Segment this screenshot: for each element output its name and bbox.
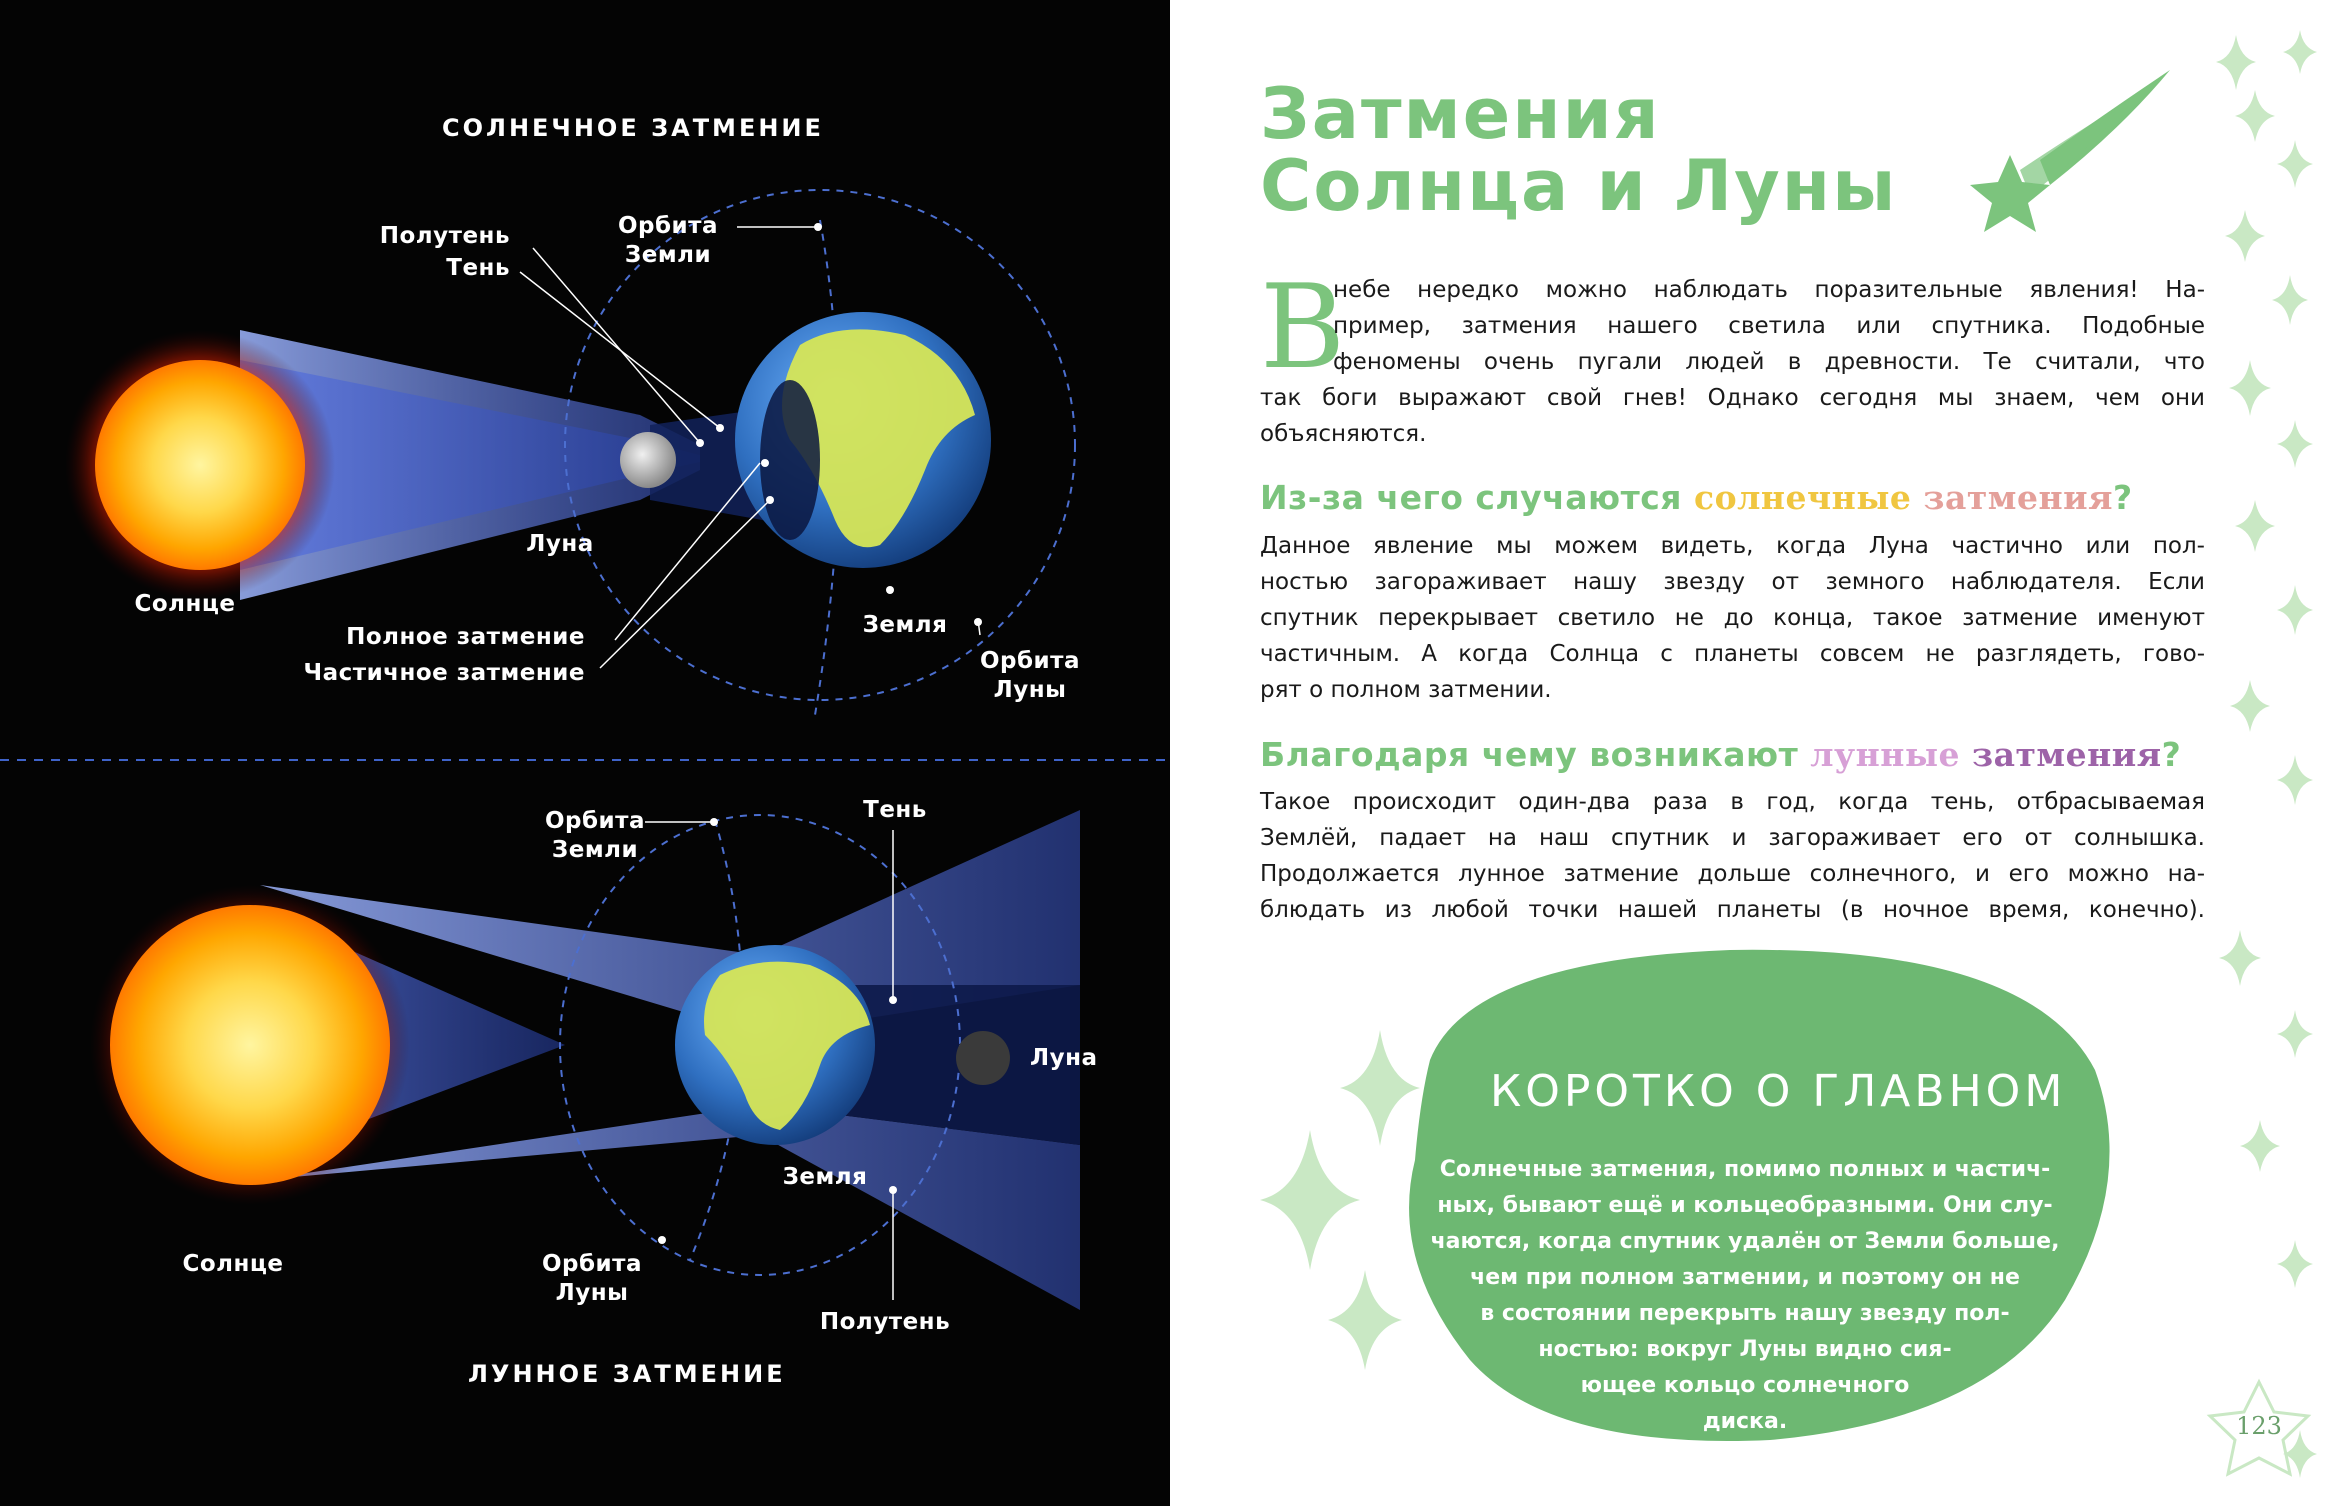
sparkle-icon [1260,1130,1360,1270]
sparkle-icon [2230,680,2270,732]
label-penumbra-lunar: Полутень [819,1309,951,1335]
lunar-dot-moon-orbit [658,1236,666,1244]
intro-line: феномены очень пугали людей в древности. Те считали, что [1333,349,2205,375]
solar-section-title: СОЛНЕЧНОЕ ЗАТМЕНИЕ [442,114,824,142]
sparkle-icon [2277,755,2313,805]
intro-paragraph [1333,272,2205,380]
comet-tail-icon-2 [2020,100,2130,195]
sparkle-icon [1328,1270,1402,1370]
sparkle-icon [2277,1240,2313,1288]
label-sun-lunar: Солнце [182,1251,284,1277]
label-earth-orbit-lunar-1: Орбита [544,808,646,834]
heading-solar-suffix: ? [2112,478,2133,517]
solar-dot-partial [766,496,774,504]
sparkle-icon [2235,90,2275,142]
intro-line: объясняются. [1260,421,1427,447]
page-title-line-1: Затмения [1260,73,1661,155]
label-earth-orbit-solar-1: Орбита [617,213,719,239]
solar-dot-earth [886,586,894,594]
label-moon-solar: Луна [526,531,594,557]
sparkle-icon [2272,275,2308,325]
summary-line: чаются, когда спутник удалён от Земли больше, [1430,1229,2060,1254]
label-earth-lunar: Земля [782,1164,868,1190]
heading-lunar-eclipse [1260,735,2181,774]
label-umbra-lunar: Тень [863,797,927,823]
sparkle-icon [2219,930,2261,986]
intro-line: небе нередко можно наблюдать поразительные явления! На- [1333,277,2205,303]
label-total-eclipse: Полное затмение [346,624,585,650]
solar-para-line: Данное явление мы можем видеть, когда Луна частично или пол- [1260,533,2205,559]
solar-para-line: частичным. А когда Солнца с планеты совсем не разглядеть, гово- [1260,641,2205,667]
solar-para-line: рят о полном затмении. [1260,677,1552,703]
solar-dot-total [761,459,769,467]
sparkle-icon [2277,1010,2313,1058]
lunar-paragraph [1260,784,2205,928]
sparkle-icon [2277,140,2313,188]
lunar-section-title: ЛУННОЕ ЗАТМЕНИЕ [468,1360,786,1388]
page-title [1260,73,1898,227]
label-penumbra-solar: Полутень [379,223,510,249]
solar-moon [620,432,676,488]
sparkle-icon [2235,500,2275,552]
intro-paragraph-cont [1260,380,2205,452]
label-earth-solar: Земля [862,612,948,638]
lunar-sun [110,905,390,1185]
summary-line: ностью: вокруг Луны видно сия- [1538,1337,1952,1362]
solar-paragraph [1260,528,2205,708]
heading-solar-word2: затмения [1923,478,2113,517]
solar-earth-shadow-spot [760,380,820,540]
label-moon-orbit-lunar-1: Орбита [541,1251,643,1277]
summary-line: ющее кольцо солнечного [1580,1373,1910,1398]
summary-text [1425,1152,2065,1440]
sparkle-icon [2240,1120,2280,1172]
solar-dot-penumbra [696,439,704,447]
intro-line: так боги выражают свой гнев! Однако сегодня мы знаем, чем они [1260,385,2205,411]
lunar-para-line: Такое происходит один-два раза в год, когда тень, отбрасываемая [1260,789,2205,815]
sparkle-icon [2216,35,2256,90]
sparkle-icon [2277,420,2313,468]
sparkle-icon [2229,360,2271,416]
label-moon-orbit-solar-2: Луны [993,677,1067,703]
summary-line: чем при полном затмении, и поэтому он не [1470,1265,2020,1290]
lunar-moon [956,1031,1010,1085]
lunar-para-line: Продолжается лунное затмение дольше солнечного, и его можно на- [1260,861,2205,887]
label-moon-orbit-solar-1: Орбита [979,648,1081,674]
heading-solar-word1: солнечные [1693,478,1912,517]
heading-solar-eclipse [1260,478,2133,517]
solar-para-line: ностью загораживает нашу звезду от земного наблюдателя. Если [1260,569,2205,595]
label-moon-lunar: Луна [1030,1045,1098,1071]
lunar-dot-umbra [889,996,897,1004]
sparkle-icon [2277,585,2313,635]
label-umbra-solar: Тень [446,255,510,281]
label-earth-orbit-solar-2: Земли [624,242,712,268]
lunar-para-line: Землёй, падает на наш спутник и загораживает его от солнышка. [1260,825,2205,851]
heading-lunar-word1: лунные [1810,735,1961,774]
label-partial-eclipse: Частичное затмение [303,660,585,686]
summary-line: в состоянии перекрыть нашу звезду пол- [1480,1301,2010,1326]
intro-line: пример, затмения нашего светила или спутника. Подобные [1333,313,2205,339]
solar-dot-orbit-earth [814,223,822,231]
lunar-penumbra-beam-bottom [260,1105,1080,1310]
summary-title: КОРОТКО О ГЛАВНОМ [1490,1066,2067,1117]
lunar-dot-orbit-earth [710,818,718,826]
sparkle-icon [1340,1030,1420,1146]
summary-line: ных, бывают ещё и кольцеобразными. Они слу- [1437,1193,2053,1218]
summary-line: диска. [1702,1409,1788,1434]
solar-sun [95,360,305,570]
lunar-eclipse-diagram [90,810,1080,1310]
sparkle-icon [2225,210,2265,262]
label-earth-orbit-lunar-2: Земли [551,837,639,863]
sparkle-icon [2283,30,2317,74]
lunar-dot-penumbra [889,1186,897,1194]
heading-lunar-suffix: ? [2161,735,2182,774]
heading-solar-prefix: Из-за чего случаются [1260,478,1694,517]
label-sun-solar: Солнце [134,591,236,617]
heading-lunar-word2: затмения [1972,735,2162,774]
solar-para-line: спутник перекрывает светило не до конца, такое затмение именуют [1260,605,2205,631]
label-moon-orbit-lunar-2: Луны [555,1280,629,1306]
solar-dot-moon-orbit [974,618,982,626]
page-number: 123 [2236,1412,2282,1440]
intro-dropcap: В [1260,260,1346,395]
right-page-text [1170,0,2327,1506]
lunar-para-line: блюдать из любой точки нашей планеты (в ночное время, конечно). [1260,897,2205,923]
page-title-line-2: Солнца и Луны [1260,145,1898,227]
heading-lunar-prefix: Благодаря чему возникают [1260,735,1811,774]
summary-line: Солнечные затмения, помимо полных и частич- [1439,1157,2051,1182]
solar-dot-umbra [716,424,724,432]
